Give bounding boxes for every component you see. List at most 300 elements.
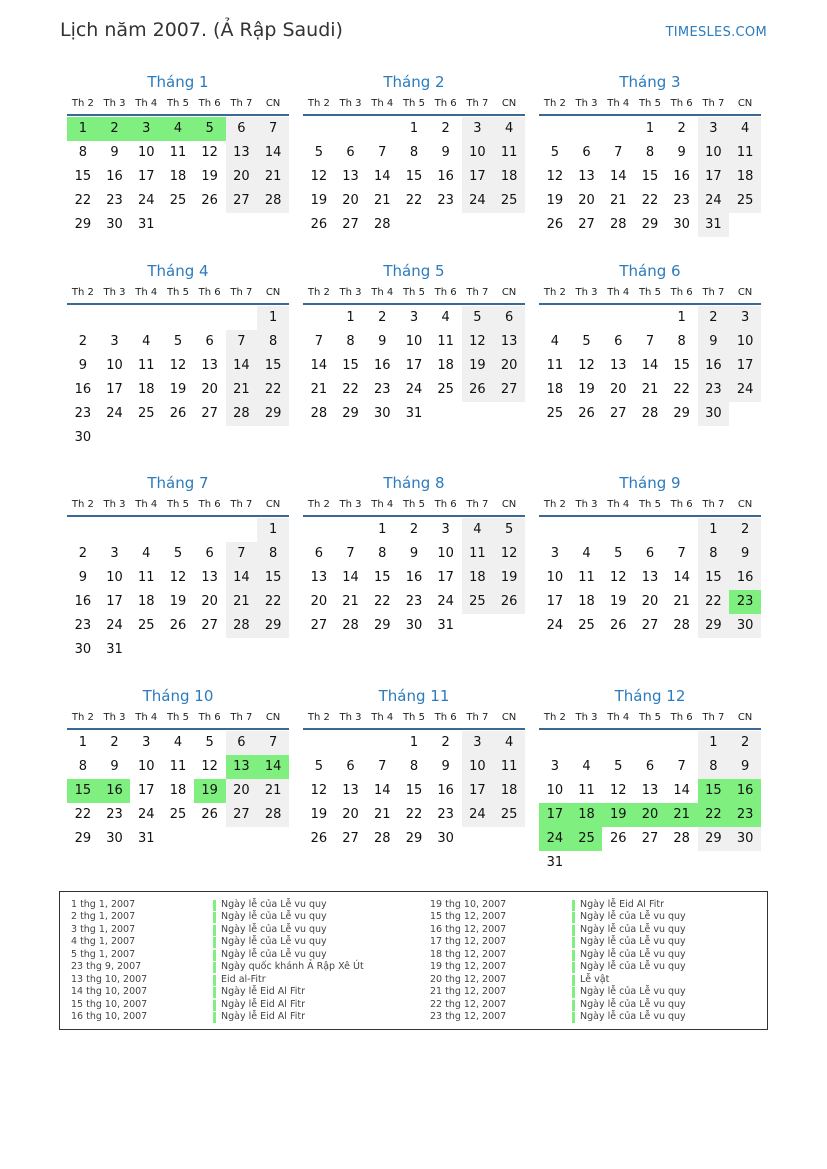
weekday-label: Th 7: [702, 287, 725, 298]
holiday-cell: 25: [571, 827, 603, 851]
day-cell: 2: [441, 735, 450, 750]
header-divider: [539, 114, 761, 116]
day-cell: 14: [373, 169, 391, 184]
day-cell: 1: [378, 522, 387, 537]
weekday-label: Th 6: [670, 287, 693, 298]
day-cell: 5: [173, 546, 183, 561]
day-cell: 6: [226, 731, 258, 755]
day-cell: 8: [346, 334, 355, 349]
holiday-cell: 22: [698, 803, 730, 827]
weekday-label: CN: [265, 98, 281, 109]
day-cell: 6: [645, 759, 655, 774]
day-cell: 16: [74, 594, 92, 609]
day-cell: 26: [310, 217, 328, 232]
day-cell: 10: [729, 330, 761, 354]
day-cell: 4: [582, 759, 591, 774]
day-cell: 15: [673, 358, 690, 373]
day-cell: 10: [698, 141, 730, 165]
day-cell: 26: [201, 807, 218, 822]
day-cell: 15: [641, 169, 659, 184]
day-cell: 19: [546, 193, 564, 208]
day-cell: 22: [405, 807, 423, 822]
weekday-header: [539, 98, 761, 112]
day-cell: 11: [169, 759, 187, 774]
weekday-label: Th 3: [339, 287, 362, 298]
legend-date: 15 thg 10, 2007: [71, 998, 148, 1010]
day-cell: 17: [405, 358, 423, 373]
holiday-cell: 16: [729, 779, 761, 803]
legend-date: 17 thg 12, 2007: [430, 936, 507, 948]
day-cell: 18: [729, 165, 761, 189]
weekday-label: Th 4: [135, 98, 158, 109]
day-cell: 9: [441, 145, 450, 160]
weekday-label: Th 6: [434, 712, 457, 723]
header-divider: [303, 515, 525, 517]
day-cell: 9: [78, 358, 87, 373]
legend-color-marker: [213, 1012, 216, 1023]
day-cell: 19: [578, 382, 595, 397]
day-cell: 6: [493, 306, 525, 330]
day-cell: 16: [729, 566, 761, 590]
day-cell: 26: [609, 831, 627, 846]
legend-holiday-name: Ngày quốc khánh Ả Rập Xê Út: [221, 961, 364, 973]
legend-holiday-name: Ngày lễ của Lễ vu quy: [580, 923, 686, 935]
day-cell: 25: [137, 406, 155, 421]
day-cell: 14: [310, 358, 328, 373]
legend-color-marker: [213, 925, 216, 936]
day-cell: 7: [257, 117, 289, 141]
day-cell: 15: [405, 783, 423, 798]
day-cell: 3: [110, 546, 119, 561]
weekday-header: [67, 287, 289, 301]
day-cell: 24: [137, 193, 155, 208]
day-cell: 27: [578, 217, 595, 232]
legend-holiday-name: Ngày lễ Eid Al Fitr: [221, 998, 305, 1010]
day-cell: 6: [314, 546, 323, 561]
day-cell: 3: [462, 117, 494, 141]
legend-holiday-name: Ngày lễ của Lễ vu quy: [221, 936, 327, 948]
day-cell: 30: [106, 831, 123, 846]
day-cell: 6: [205, 546, 214, 561]
day-cell: 29: [673, 406, 690, 421]
day-cell: 26: [493, 590, 525, 614]
legend-holiday-name: Ngày lễ của Lễ vu quy: [221, 948, 327, 960]
day-cell: 21: [342, 594, 359, 609]
holiday-cell: 14: [257, 755, 289, 779]
day-cell: 24: [546, 618, 564, 633]
page-title: Lịch năm 2007. (Ả Rập Saudi): [60, 19, 343, 41]
day-cell: 25: [437, 382, 454, 397]
day-cell: 31: [137, 217, 155, 232]
day-cell: 28: [310, 406, 328, 421]
day-cell: 27: [201, 618, 218, 633]
legend-date: 5 thg 1, 2007: [71, 948, 136, 960]
holiday-cell: 5: [194, 117, 226, 141]
day-cell: 24: [137, 807, 155, 822]
day-cell: 6: [226, 117, 258, 141]
day-cell: 30: [106, 217, 123, 232]
day-cell: 15: [373, 570, 391, 585]
legend-holiday-name: Ngày lễ của Lễ vu quy: [221, 899, 327, 910]
holiday-cell: 18: [571, 803, 603, 827]
day-cell: 5: [314, 759, 323, 774]
holiday-cell: 3: [130, 117, 162, 141]
day-cell: 8: [257, 542, 289, 566]
legend-color-marker: [213, 937, 216, 948]
legend-color-marker: [572, 925, 575, 936]
day-cell: 15: [257, 354, 289, 378]
day-cell: 25: [578, 618, 595, 633]
day-cell: 31: [137, 831, 155, 846]
legend-color-marker: [213, 975, 216, 986]
day-cell: 20: [493, 354, 525, 378]
day-cell: 1: [346, 310, 355, 325]
weekday-label: Th 3: [575, 499, 598, 510]
weekday-label: Th 7: [230, 712, 253, 723]
day-cell: 9: [441, 759, 450, 774]
header-divider: [303, 114, 525, 116]
day-cell: 17: [462, 779, 494, 803]
day-cell: 15: [405, 169, 423, 184]
holiday-cell: 19: [602, 803, 634, 827]
day-cell: 28: [641, 406, 659, 421]
day-cell: 15: [257, 566, 289, 590]
weekday-label: CN: [501, 98, 517, 109]
day-cell: 17: [106, 382, 123, 397]
day-cell: 11: [493, 141, 525, 165]
legend-date: 18 thg 12, 2007: [430, 948, 507, 960]
holiday-cell: 4: [162, 117, 194, 141]
weekday-label: Th 5: [402, 499, 425, 510]
day-cell: 7: [314, 334, 323, 349]
holiday-cell: 15: [698, 779, 730, 803]
day-cell: 25: [729, 189, 761, 213]
day-cell: 8: [78, 759, 87, 774]
day-cell: 2: [677, 121, 686, 136]
legend-color-marker: [572, 987, 575, 998]
day-cell: 4: [729, 117, 761, 141]
weekday-header: [303, 98, 525, 112]
legend-holiday-name: Ngày lễ Eid Al Fitr: [580, 899, 664, 910]
day-cell: 28: [373, 831, 391, 846]
day-cell: 23: [437, 807, 454, 822]
day-cell: 28: [673, 831, 690, 846]
weekday-label: Th 3: [339, 499, 362, 510]
weekday-label: Th 6: [198, 499, 221, 510]
day-cell: 13: [493, 330, 525, 354]
day-cell: 9: [110, 759, 119, 774]
day-cell: 8: [378, 546, 387, 561]
weekday-label: Th 3: [575, 98, 598, 109]
day-cell: 31: [106, 642, 123, 657]
day-cell: 29: [74, 217, 92, 232]
day-cell: 26: [546, 217, 564, 232]
day-cell: 23: [74, 618, 92, 633]
day-cell: 9: [110, 145, 119, 160]
header-divider: [539, 728, 761, 730]
day-cell: 22: [673, 382, 690, 397]
legend-color-marker: [572, 937, 575, 948]
day-cell: 24: [437, 594, 454, 609]
day-cell: 3: [698, 117, 730, 141]
day-cell: 22: [74, 807, 92, 822]
legend-holiday-name: Ngày lễ của Lễ vu quy: [580, 936, 686, 948]
day-cell: 24: [106, 618, 123, 633]
weekday-label: CN: [501, 287, 517, 298]
day-cell: 1: [677, 310, 686, 325]
day-cell: 4: [173, 735, 183, 750]
day-cell: 19: [493, 566, 525, 590]
weekday-label: Th 7: [702, 712, 725, 723]
day-cell: 20: [609, 382, 627, 397]
day-cell: 25: [546, 406, 564, 421]
day-cell: 12: [546, 169, 564, 184]
day-cell: 27: [493, 378, 525, 402]
day-cell: 30: [729, 827, 761, 851]
weekday-label: Th 4: [135, 287, 158, 298]
day-cell: 5: [550, 145, 559, 160]
day-cell: 1: [409, 121, 419, 136]
day-cell: 29: [373, 618, 391, 633]
day-cell: 7: [378, 759, 387, 774]
weekday-label: Th 4: [371, 98, 394, 109]
brand-link[interactable]: TIMESLES.COM: [665, 25, 767, 40]
day-cell: 6: [205, 334, 214, 349]
day-cell: 19: [462, 354, 494, 378]
day-cell: 29: [257, 614, 289, 638]
weekday-label: Th 6: [434, 98, 457, 109]
legend-date: 19 thg 10, 2007: [430, 899, 507, 910]
day-cell: 14: [342, 570, 359, 585]
day-cell: 21: [226, 378, 258, 402]
legend-date: 1 thg 1, 2007: [71, 899, 136, 910]
day-cell: 18: [578, 594, 595, 609]
day-cell: 10: [462, 755, 494, 779]
day-cell: 29: [641, 217, 659, 232]
day-cell: 8: [409, 759, 419, 774]
weekday-label: Th 7: [702, 499, 725, 510]
month-title: Tháng 7: [147, 474, 209, 492]
weekday-label: Th 7: [466, 98, 489, 109]
header-divider: [67, 728, 289, 730]
day-cell: 2: [729, 518, 761, 542]
day-cell: 27: [310, 618, 328, 633]
day-cell: 17: [698, 165, 730, 189]
day-cell: 21: [373, 807, 391, 822]
legend-color-marker: [213, 1000, 216, 1011]
day-cell: 23: [373, 382, 391, 397]
day-cell: 24: [462, 803, 494, 827]
day-cell: 30: [698, 402, 730, 426]
day-cell: 16: [437, 169, 454, 184]
weekday-label: Th 5: [638, 287, 661, 298]
legend-color-marker: [213, 912, 216, 923]
day-cell: 8: [645, 145, 655, 160]
legend-date: 19 thg 12, 2007: [430, 961, 507, 973]
legend-color-marker: [213, 950, 216, 961]
weekday-label: Th 5: [638, 499, 661, 510]
weekday-label: Th 7: [466, 499, 489, 510]
day-cell: 5: [462, 306, 494, 330]
legend-date: 16 thg 10, 2007: [71, 1011, 148, 1023]
day-cell: 14: [257, 141, 289, 165]
header-divider: [67, 114, 289, 116]
day-cell: 27: [342, 217, 359, 232]
day-cell: 3: [550, 759, 559, 774]
legend-color-marker: [572, 950, 575, 961]
day-cell: 30: [74, 430, 92, 445]
day-cell: 4: [441, 310, 450, 325]
day-cell: 27: [641, 618, 659, 633]
header-divider: [303, 728, 525, 730]
day-cell: 17: [462, 165, 494, 189]
day-cell: 10: [462, 141, 494, 165]
weekday-label: Th 4: [607, 98, 630, 109]
weekday-label: Th 3: [575, 712, 598, 723]
day-cell: 12: [578, 358, 595, 373]
legend-color-marker: [572, 962, 575, 973]
weekday-label: Th 4: [135, 499, 158, 510]
legend-holiday-name: Ngày lễ của Lễ vu quy: [221, 923, 327, 935]
weekday-label: Th 2: [307, 98, 330, 109]
day-cell: 7: [226, 542, 258, 566]
weekday-label: Th 5: [402, 712, 425, 723]
weekday-label: Th 3: [103, 287, 126, 298]
legend-color-marker: [572, 975, 575, 986]
weekday-label: CN: [501, 712, 517, 723]
day-cell: 12: [201, 145, 218, 160]
weekday-label: Th 5: [166, 98, 189, 109]
day-cell: 30: [405, 618, 423, 633]
day-cell: 11: [462, 542, 494, 566]
day-cell: 2: [441, 121, 450, 136]
day-cell: 6: [346, 145, 355, 160]
day-cell: 12: [310, 169, 328, 184]
weekday-label: Th 3: [103, 98, 126, 109]
legend-holiday-name: Ngày lễ của Lễ vu quy: [221, 911, 327, 923]
day-cell: 5: [582, 334, 591, 349]
day-cell: 21: [373, 193, 391, 208]
day-cell: 13: [342, 783, 359, 798]
day-cell: 1: [257, 518, 289, 542]
legend-holiday-name: Ngày lễ của Lễ vu quy: [580, 998, 686, 1010]
legend-holiday-name: Ngày lễ Eid Al Fitr: [221, 1011, 305, 1023]
day-cell: 19: [310, 807, 328, 822]
day-cell: 22: [698, 590, 730, 614]
day-cell: 16: [437, 783, 454, 798]
day-cell: 24: [106, 406, 123, 421]
day-cell: 26: [201, 193, 218, 208]
weekday-label: Th 4: [371, 499, 394, 510]
month-title: Tháng 11: [378, 687, 450, 705]
legend-color-marker: [572, 1000, 575, 1011]
day-cell: 7: [346, 546, 355, 561]
day-cell: 3: [729, 306, 761, 330]
day-cell: 11: [578, 783, 595, 798]
day-cell: 8: [78, 145, 87, 160]
legend-holiday-name: Ngày lễ của Lễ vu quy: [580, 961, 686, 973]
day-cell: 24: [698, 189, 730, 213]
day-cell: 26: [169, 618, 187, 633]
day-cell: 12: [493, 542, 525, 566]
legend-color-marker: [572, 900, 575, 911]
legend-date: 2 thg 1, 2007: [71, 911, 136, 923]
day-cell: 17: [729, 354, 761, 378]
weekday-header: [539, 287, 761, 301]
legend-date: 20 thg 12, 2007: [430, 973, 507, 985]
day-cell: 13: [609, 358, 627, 373]
day-cell: 22: [257, 590, 289, 614]
day-cell: 28: [226, 402, 258, 426]
day-cell: 16: [698, 354, 730, 378]
day-cell: 3: [550, 546, 559, 561]
weekday-header: [67, 499, 289, 513]
weekday-label: Th 7: [230, 287, 253, 298]
day-cell: 27: [226, 803, 258, 827]
day-cell: 4: [142, 334, 151, 349]
day-cell: 11: [493, 755, 525, 779]
day-cell: 6: [645, 546, 655, 561]
weekday-label: Th 6: [198, 287, 221, 298]
day-cell: 9: [729, 755, 761, 779]
day-cell: 30: [74, 642, 92, 657]
day-cell: 4: [142, 546, 151, 561]
day-cell: 2: [378, 310, 387, 325]
legend-date: 4 thg 1, 2007: [71, 936, 136, 948]
day-cell: 26: [169, 406, 187, 421]
weekday-label: Th 4: [371, 712, 394, 723]
day-cell: 13: [578, 169, 595, 184]
day-cell: 29: [342, 406, 359, 421]
day-cell: 30: [373, 406, 391, 421]
day-cell: 28: [257, 189, 289, 213]
day-cell: 4: [582, 546, 591, 561]
legend-holiday-name: Eid al-Fitr: [221, 973, 266, 985]
day-cell: 5: [314, 145, 323, 160]
holiday-cell: 23: [729, 803, 761, 827]
weekday-label: Th 2: [71, 98, 94, 109]
legend-holiday-name: Ngày lễ của Lễ vu quy: [580, 948, 686, 960]
day-cell: 17: [437, 570, 454, 585]
day-cell: 16: [405, 570, 423, 585]
weekday-header: [539, 499, 761, 513]
day-cell: 19: [169, 382, 187, 397]
weekday-label: Th 6: [670, 98, 693, 109]
day-cell: 28: [257, 803, 289, 827]
day-cell: 23: [698, 378, 730, 402]
day-cell: 28: [373, 217, 391, 232]
day-cell: 31: [405, 406, 423, 421]
day-cell: 12: [169, 570, 187, 585]
day-cell: 10: [546, 570, 564, 585]
day-cell: 6: [346, 759, 355, 774]
legend-date: 23 thg 12, 2007: [430, 1011, 507, 1023]
day-cell: 1: [78, 735, 87, 750]
holiday-cell: 17: [539, 803, 571, 827]
weekday-label: Th 6: [434, 287, 457, 298]
day-cell: 28: [342, 618, 359, 633]
weekday-label: Th 6: [434, 499, 457, 510]
legend-date: 21 thg 12, 2007: [430, 986, 507, 998]
day-cell: 14: [609, 169, 627, 184]
day-cell: 1: [698, 518, 730, 542]
day-cell: 19: [169, 594, 187, 609]
day-cell: 14: [226, 566, 258, 590]
weekday-label: CN: [265, 287, 281, 298]
weekday-label: Th 2: [543, 98, 566, 109]
weekday-label: Th 5: [166, 712, 189, 723]
day-cell: 14: [641, 358, 659, 373]
